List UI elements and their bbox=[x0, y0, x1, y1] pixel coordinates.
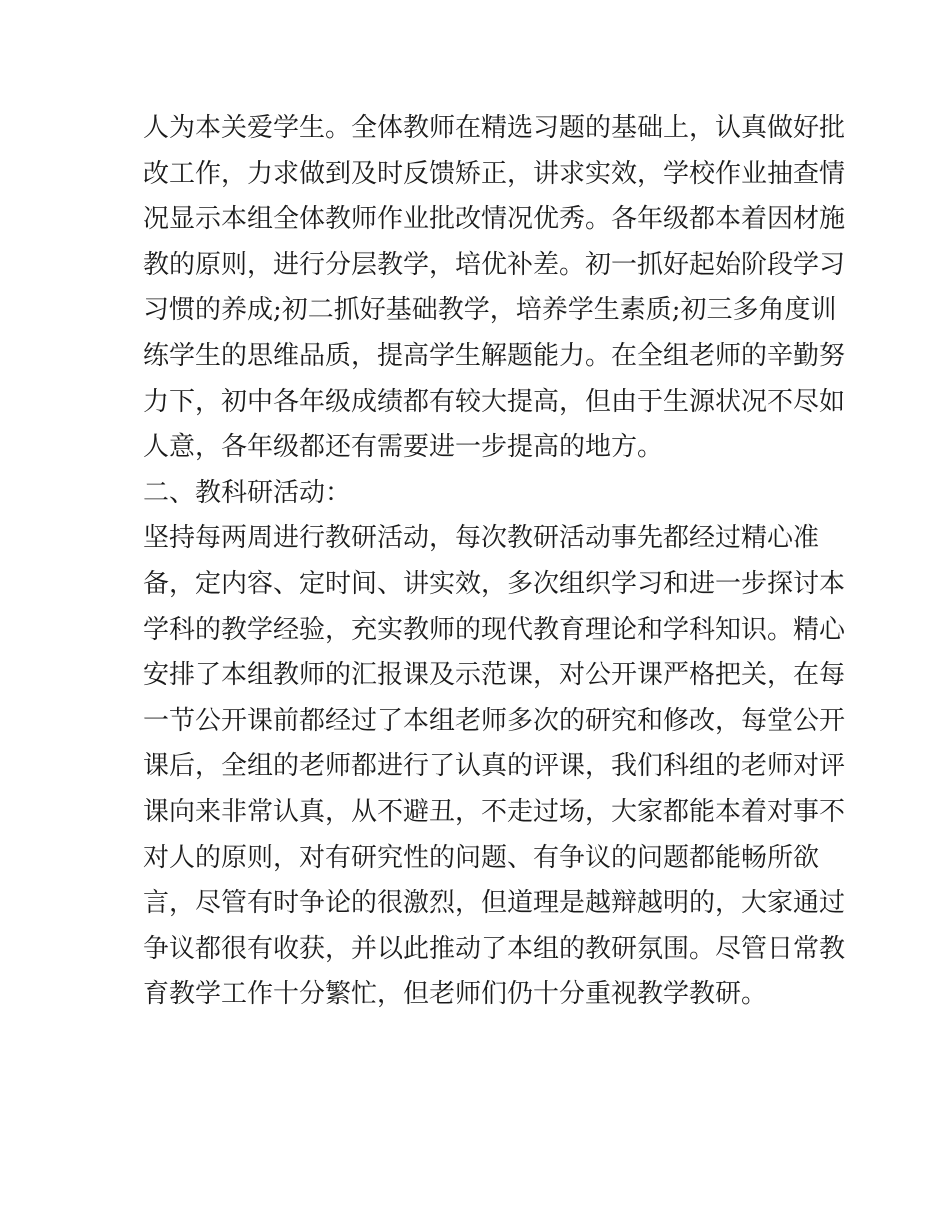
text-line-12: 学科的教学经验，充实教师的现代教育理论和学科知识。精心 bbox=[143, 614, 846, 645]
text-line-13: 安排了本组教师的汇报课及示范课，对公开课严格把关，在每 bbox=[143, 660, 846, 691]
text-line-3: 况显示本组全体教师作业批改情况优秀。各年级都本着因材施 bbox=[143, 204, 846, 235]
text-line-17: 对人的原则，对有研究性的问题、有争议的问题都能畅所欲 bbox=[143, 842, 820, 873]
text-line-8: 人意，各年级都还有需要进一步提高的地方。 bbox=[143, 432, 664, 463]
text-line-1: 人为本关爱学生。全体教师在精选习题的基础上，认真做好批 bbox=[143, 113, 846, 143]
text-line-19: 争议都很有收获，并以此推动了本组的教研氛围。尽管日常教 bbox=[143, 933, 846, 964]
document-body bbox=[143, 106, 846, 1018]
text-line-2: 改工作，力求做到及时反馈矫正，讲求实效，学校作业抽查情 bbox=[143, 158, 846, 189]
section-heading: 二、教科研活动： bbox=[143, 477, 352, 508]
text-line-4: 教的原则，进行分层教学，培优补差。初一抓好起始阶段学习 bbox=[143, 249, 846, 280]
text-line-14: 一节公开课前都经过了本组老师多次的研究和修改，每堂公开 bbox=[143, 705, 846, 736]
text-line-18: 言，尽管有时争论的很激烈，但道理是越辩越明的，大家通过 bbox=[143, 888, 846, 919]
text-line-5: 习惯的养成;初二抓好基础教学，培养学生素质;初三多角度训 bbox=[143, 295, 837, 326]
text-line-6: 练学生的思维品质，提高学生解题能力。在全组老师的辛勤努 bbox=[143, 340, 846, 371]
text-line-11: 备，定内容、定时间、讲实效，多次组织学习和进一步探讨本 bbox=[143, 568, 846, 599]
text-line-15: 课后，全组的老师都进行了认真的评课，我们科组的老师对评 bbox=[143, 751, 846, 782]
text-line-7: 力下，初中各年级成绩都有较大提高，但由于生源状况不尽如 bbox=[143, 386, 846, 417]
text-line-16: 课向来非常认真，从不避丑，不走过场，大家都能本着对事不 bbox=[143, 796, 846, 827]
text-line-20: 育教学工作十分繁忙，但老师们仍十分重视教学教研。 bbox=[143, 979, 768, 1010]
text-line-10: 坚持每两周进行教研活动，每次教研活动事先都经过精心准 bbox=[143, 523, 820, 554]
